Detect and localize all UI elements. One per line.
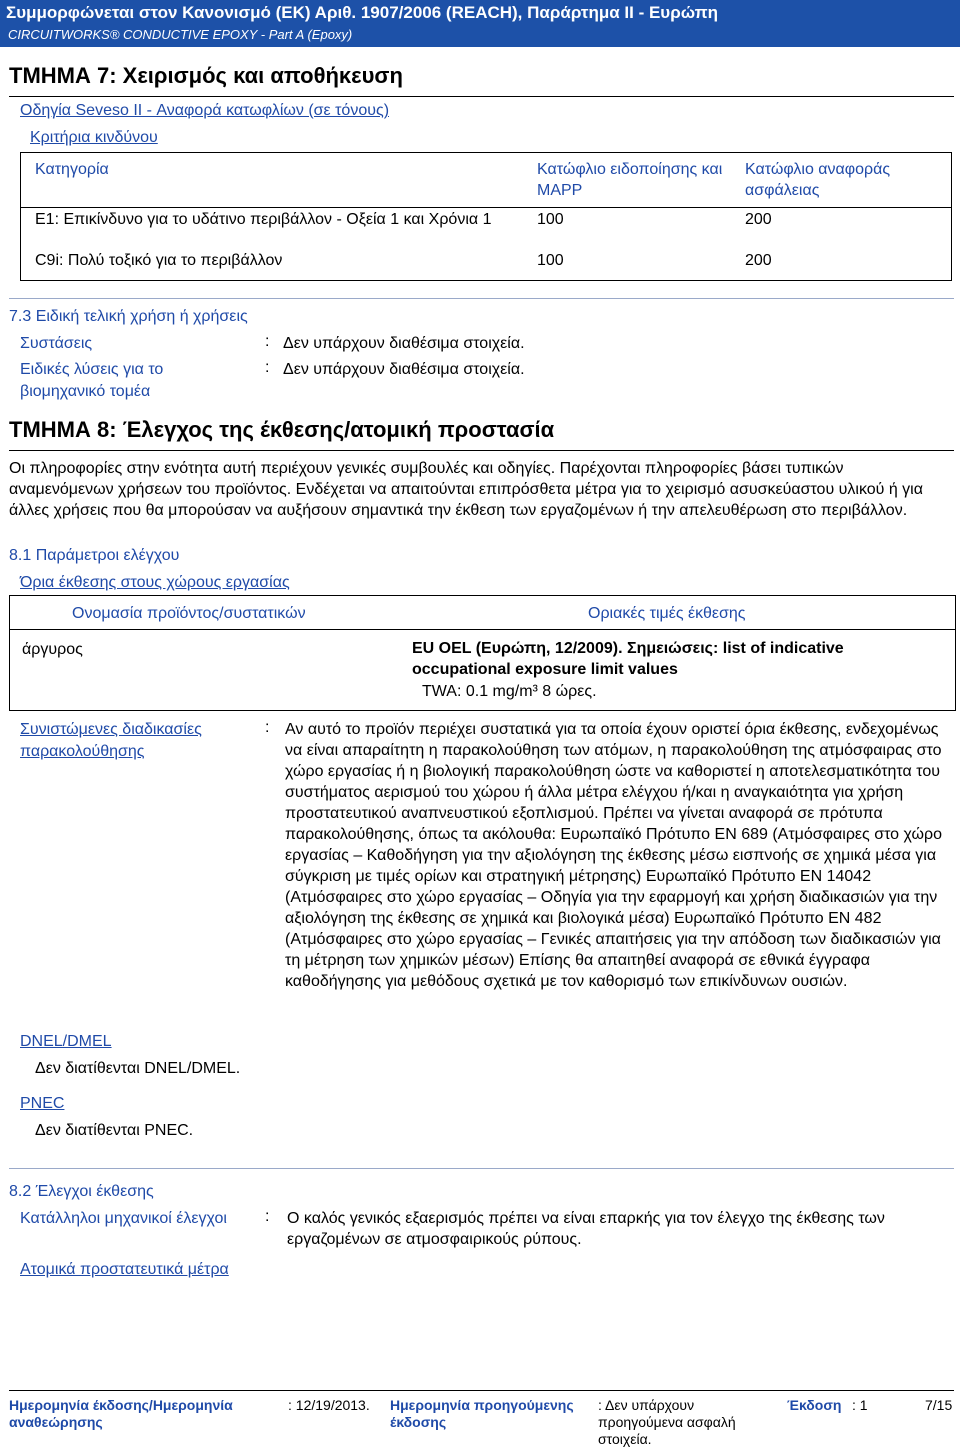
document-header xyxy=(0,0,960,47)
footer-issue-label: Ημερομηνία έκδοσης/Ημερομηνία αναθεώρησης xyxy=(9,1397,233,1430)
pnec-title: PNEC xyxy=(20,1095,65,1112)
footer-rule xyxy=(9,1390,954,1391)
section-8-2-title: 8.2 Έλεγχοι έκθεσης xyxy=(9,1183,154,1200)
th-category: Κατηγορία xyxy=(35,161,109,178)
th-limit-values: Οριακές τιμές έκθεσης xyxy=(588,605,746,622)
row1-safety: 200 xyxy=(745,211,772,228)
regulation-title: Συμμορφώνεται στον Κανονισμό (ΕΚ) Αριθ. 1907/2006 (REACH), Παράρτημα II - Ευρώπη xyxy=(6,3,719,22)
th-safety: Κατώφλιο αναφοράς ασφάλειας xyxy=(745,161,891,199)
exposure-table-divider xyxy=(10,629,955,630)
section8-title: ΤΜΗΜΑ 8: Έλεγχος της έκθεσης/ατομική προστασία xyxy=(9,417,555,442)
divider xyxy=(9,1168,954,1169)
section8-underline xyxy=(9,450,954,451)
footer-issue-value: : 12/19/2013. xyxy=(288,1397,370,1413)
row1-notify: 100 xyxy=(537,211,564,228)
footer-prev-value: : Δεν υπάρχουν προηγούμενα ασφαλή στοιχεία. xyxy=(598,1397,736,1447)
seveso-title: Οδηγία Seveso II - Αναφορά κατωφλίων (σε τόνους) xyxy=(20,102,390,119)
exposure-table xyxy=(9,595,956,711)
monitoring-text: Αν αυτό το προϊόν περιέχει συστατικά για τα οποία έχουν οριστεί όρια έκθεσης, ενδεχομένως να είναι απαραίτητη η παρακολούθηση των ατόμων, η παρακολούθηση της ατμόσφαιρας στο χώρο εργασίας ή η βιολογική παρακολούθηση ώστε να καθοριστεί η αποτελεσματικότητα του συστήματος αερισμού του χώρου ή άλλα μέτρα ελέγχου ή/και η αναγκαιότητα για χρήση προστατευτικού αναπνευστικού εξοπλισμού. Πρέπει να γίνεται αναφορά σε πρότυπα παρακολούθησης, όπως τα ακόλουθα: Ευρωπαϊκό Πρότυπο EN 689 (Ατμόσφαιρες στο χώρο εργασίας – Καθοδήγηση για την αξιολόγηση της έκθεσης μέσω εισπνοής σε χημικά μέσα για σύγκριση με τιμές ορίων και στρατηγική μέτρησης) Ευρωπαϊκό Πρότυπο EN 14042 (Ατμόσφαιρες στο χώρο εργασίας – Οδηγία για την εφαρμογή και χρήση διαδικασιών για την αξιολόγηση της έκθεσης σε χημικά και βιολογικά μέσα) Ευρωπαϊκό Πρότυπο EN 482 (Ατμόσφαιρες στο χώρο εργασίας – Γενικές απαιτήσεις για την απόδοση των διαδικασιών για τη μέτρηση των χημικών μέσων) Επίσης θα απαιτηθεί αναφορά σε εθνικά έγγραφα καθοδήγησης για μεθόδους σχετικά με τον καθορισμό των επικίνδυνων ουσιών. xyxy=(285,721,942,990)
engineering-controls-value: Ο καλός γενικός εξαερισμός πρέπει να είναι επαρκής για τον έλεγχο της έκθεσης των εργαζομένων σε ατμοσφαιρικούς ρύπους. xyxy=(287,1210,885,1248)
row1-category: E1: Επικίνδυνο για το υδάτινο περιβάλλον - Οξεία 1 και Χρόνια 1 xyxy=(35,211,492,228)
seveso-table xyxy=(20,152,952,281)
limit-eu-oel: EU OEL (Ευρώπη, 12/2009). Σημειώσεις: list of indicative occupational exposure limit values xyxy=(412,640,844,678)
page-number: 7/15 xyxy=(925,1397,953,1413)
recommendations-label: Συστάσεις xyxy=(20,335,93,352)
footer-prev-label: Ημερομηνία προηγούμενης έκδοσης xyxy=(390,1397,574,1430)
recommendations-value: Δεν υπάρχουν διαθέσιμα στοιχεία. xyxy=(283,335,525,352)
footer-version-label: Έκδοση xyxy=(787,1397,842,1413)
row2-notify: 100 xyxy=(537,252,564,269)
ppe-title: Ατομικά προστατευτικά μέτρα xyxy=(20,1261,229,1278)
industrial-label: Ειδικές λύσεις για το βιομηχανικό τομέα xyxy=(20,361,164,400)
ingredient-name: άργυρος xyxy=(22,641,83,658)
section7-underline xyxy=(9,96,954,97)
divider xyxy=(9,298,954,299)
dnel-title: DNEL/DMEL xyxy=(20,1033,112,1050)
section-8-1-title: 8.1 Παράμετροι ελέγχου xyxy=(9,547,180,564)
industrial-value: Δεν υπάρχουν διαθέσιμα στοιχεία. xyxy=(283,361,525,378)
limit-twa: TWA: 0.1 mg/m³ 8 ώρες. xyxy=(422,683,597,700)
oel-title: Όρια έκθεσης στους χώρους εργασίας xyxy=(20,574,290,591)
section8-intro: Οι πληροφορίες στην ενότητα αυτή περιέχουν γενικές συμβουλές και οδηγίες. Παρέχονται πληροφορίες βάσει τυπικών αναμενόμενων χρήσεων του προϊόντος. Ενδέχεται να απαιτούνται επιπρόσθετα μέτρα για το χειρισμό ασυσκεύαστου υλικού ή για άλλες χρήσεις που θα μπορούσαν να αυξήσουν σημαντικά την έκθεση των εργαζομένων ή την απελευθέρωση στο περιβάλλον. xyxy=(9,460,923,519)
section-7-3-title: 7.3 Ειδική τελική χρήση ή χρήσεις xyxy=(9,308,248,325)
engineering-controls-label: Κατάλληλοι μηχανικοί έλεγχοι xyxy=(20,1210,227,1227)
product-name: CIRCUITWORKS® CONDUCTIVE EPOXY - Part A (Epoxy) xyxy=(8,27,353,42)
section7-title: ΤΜΗΜΑ 7: Χειρισμός και αποθήκευση xyxy=(9,63,403,88)
th-notify: Κατώφλιο ειδοποίησης και ΜΑΡΡ xyxy=(537,161,723,199)
th-product-name: Ονομασία προϊόντος/συστατικών xyxy=(72,605,306,622)
row2-category: C9i: Πολύ τοξικό για το περιβάλλον xyxy=(35,252,283,269)
row2-safety: 200 xyxy=(745,252,772,269)
footer-version-value: : 1 xyxy=(852,1397,868,1413)
monitoring-label: Συνιστώμενες διαδικασίες παρακολούθησης xyxy=(20,721,202,760)
seveso-table-divider xyxy=(21,207,951,208)
pnec-value: Δεν διατίθενται PNEC. xyxy=(35,1122,194,1139)
hazard-criteria-title: Κριτήρια κινδύνου xyxy=(30,129,158,146)
dnel-value: Δεν διατίθενται DNEL/DMEL. xyxy=(35,1060,241,1077)
